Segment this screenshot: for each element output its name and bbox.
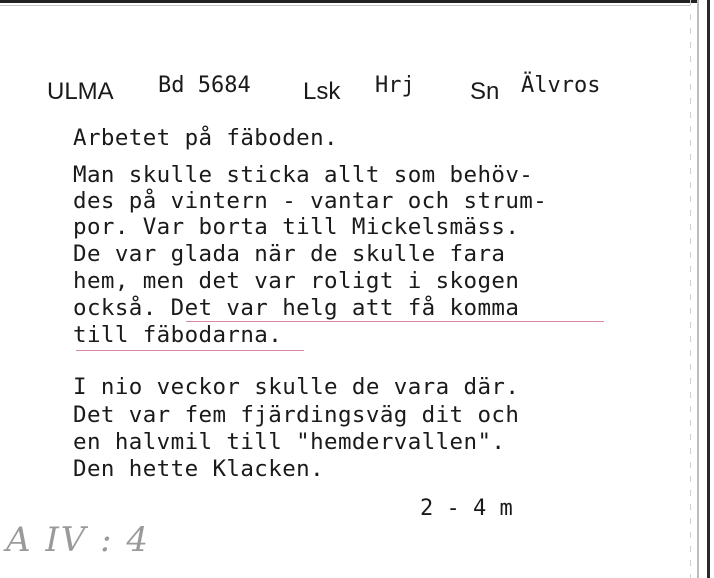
- county-label: Lsk: [303, 78, 341, 105]
- text-line-11: en halvmil till "hemdervallen".: [73, 429, 506, 455]
- red-underline-1: [186, 321, 604, 322]
- text-line-5: De var glada när de skulle fara: [73, 241, 506, 267]
- page-range: 2 - 4 m: [420, 496, 513, 521]
- parish-label: Sn: [470, 78, 500, 105]
- card-top-edge-faint: [0, 5, 690, 6]
- text-line-4: por. Var borta till Mickelsmäss.: [73, 214, 520, 240]
- text-line-9: I nio veckor skulle de vara där.: [73, 374, 520, 400]
- text-line-8: till fäbodarna.: [73, 322, 283, 348]
- card-top-edge: [0, 0, 698, 3]
- card-header: [0, 70, 700, 110]
- parish-value: Älvros: [521, 73, 601, 98]
- text-line-1: Arbetet på fäboden.: [73, 125, 338, 151]
- handwritten-signum: A IV : 4: [6, 520, 151, 560]
- card-right-edge: [707, 0, 710, 578]
- text-line-2: Man skulle sticka allt som behöv-: [73, 162, 534, 188]
- text-line-6: hem, men det var roligt i skogen: [73, 268, 520, 294]
- text-line-12: Den hette Klacken.: [73, 456, 325, 482]
- text-line-3: des på vintern - vantar och strum-: [73, 188, 548, 214]
- county-value: Hrj: [375, 73, 415, 98]
- red-underline-2: [76, 350, 304, 351]
- text-line-10: Det var fem fjärdingsväg dit och: [73, 402, 520, 428]
- text-line-7: också. Det var helg att få komma: [73, 295, 520, 321]
- archive-code: ULMA: [47, 78, 114, 105]
- volume-number: Bd 5684: [158, 73, 251, 98]
